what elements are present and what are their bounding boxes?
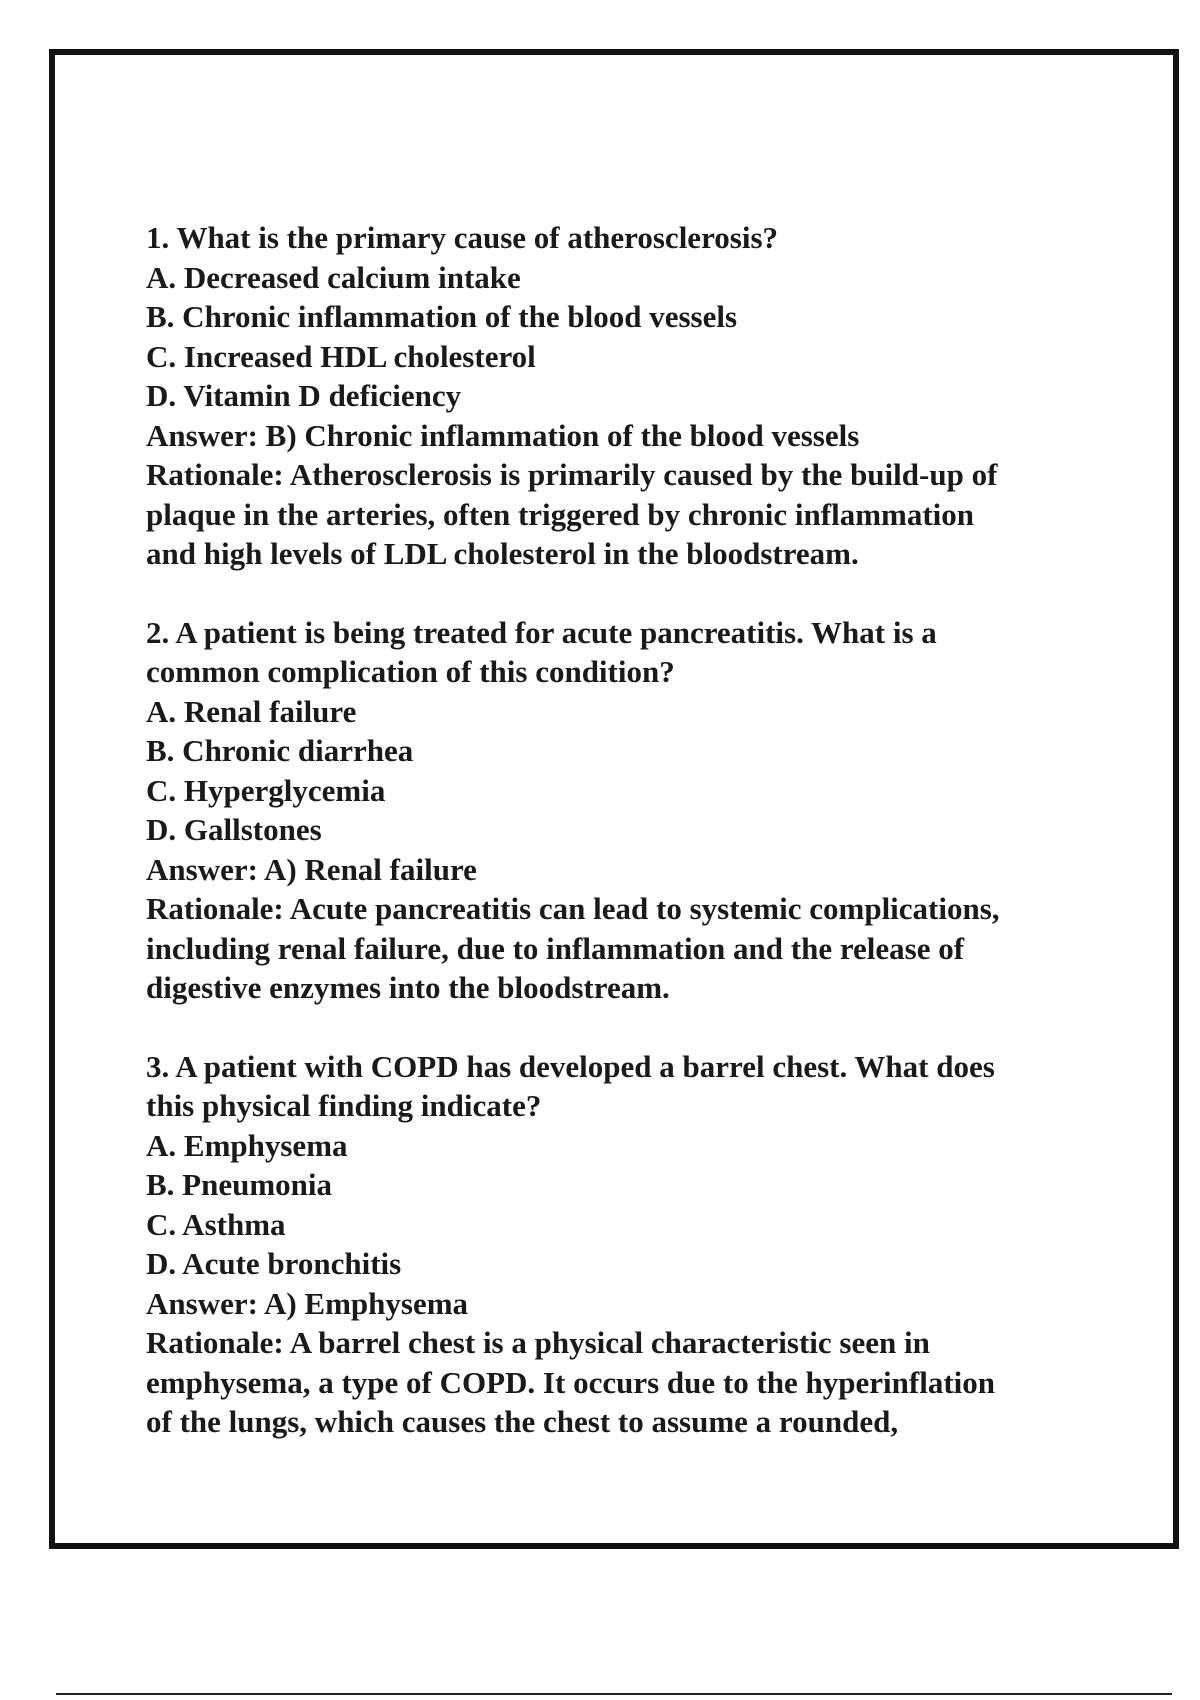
answer-text: Answer: A) Emphysema xyxy=(146,1285,469,1321)
question-text: this physical finding indicate? xyxy=(146,1088,542,1123)
rationale-line: and high levels of LDL cholesterol in the bloodstream. xyxy=(146,536,859,571)
rationale-line: including renal failure, due to inflammation and the release of xyxy=(146,930,965,966)
rationale-line: Rationale: A barrel chest is a physical characteristic seen in xyxy=(146,1325,930,1360)
bottom-divider xyxy=(56,1693,1172,1695)
rationale-line: Rationale: Atherosclerosis is primarily caused by the build-up of xyxy=(146,457,998,492)
option-c: C. Hyperglycemia xyxy=(146,772,386,808)
question-text: common complication of this condition? xyxy=(146,654,675,689)
option-d: D. Acute bronchitis xyxy=(146,1246,402,1281)
option-d: D. Vitamin D deficiency xyxy=(146,378,462,413)
answer-text: Answer: B) Chronic inflammation of the blood vessels xyxy=(146,417,860,453)
option-c: C. Asthma xyxy=(146,1206,286,1242)
question-block-1 xyxy=(146,218,1086,574)
question-block-2 xyxy=(146,613,1086,1008)
option-d: D. Gallstones xyxy=(146,812,322,847)
question-text: 2. A patient is being treated for acute pancreatitis. What is a xyxy=(146,614,937,650)
rationale-line: emphysema, a type of COPD. It occurs due to the hyperinflation xyxy=(146,1364,996,1400)
option-c: C. Increased HDL cholesterol xyxy=(146,338,536,374)
option-a: A. Decreased calcium intake xyxy=(146,259,521,295)
rationale-line: Rationale: Acute pancreatitis can lead to systemic complications, xyxy=(146,891,1000,926)
option-a: A. Renal failure xyxy=(146,693,357,729)
answer-text: Answer: A) Renal failure xyxy=(146,851,477,887)
question-text: 1. What is the primary cause of atherosclerosis? xyxy=(146,220,779,255)
question-text: 3. A patient with COPD has developed a barrel chest. What does xyxy=(146,1048,995,1084)
option-b: B. Chronic diarrhea xyxy=(146,733,414,768)
option-b: B. Chronic inflammation of the blood vessels xyxy=(146,299,738,334)
option-a: A. Emphysema xyxy=(146,1127,348,1163)
document-content xyxy=(146,218,1086,1481)
rationale-line: plaque in the arteries, often triggered by chronic inflammation xyxy=(146,496,975,532)
rationale-line: digestive enzymes into the bloodstream. xyxy=(146,970,670,1005)
rationale-line: of the lungs, which causes the chest to assume a rounded, xyxy=(146,1404,899,1439)
option-b: B. Pneumonia xyxy=(146,1167,333,1202)
question-block-3 xyxy=(146,1047,1086,1442)
